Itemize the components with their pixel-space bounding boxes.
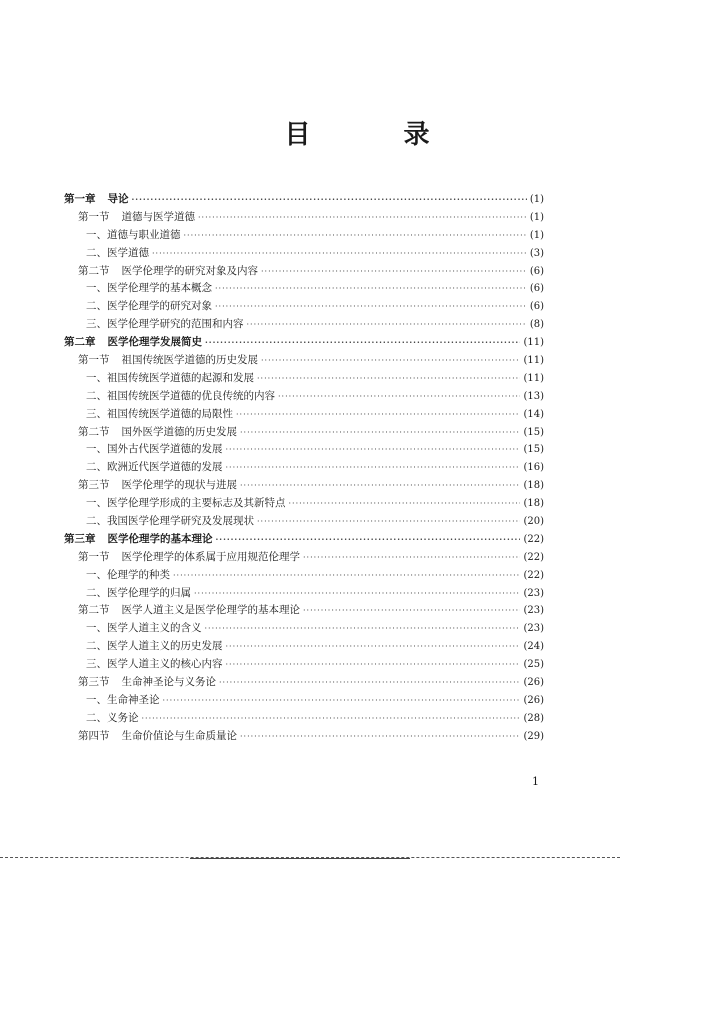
toc-entry [64,585,544,603]
toc-entry-title [78,674,216,692]
toc-entry-title [78,728,237,746]
dot-leader [215,298,527,316]
toc-entry-title [64,191,129,209]
dot-leader [257,370,520,388]
toc-entry-text: 导论 [107,193,129,205]
toc-entry-text: 祖国传统医学道德的历史发展 [121,354,258,367]
toc-entry-page: (6) [529,283,544,295]
toc-entry-text: 二、医学伦理学的研究对象 [86,300,212,313]
toc-entry-title [86,638,223,656]
toc-entry [64,191,544,209]
toc-entry-page: (29) [523,730,544,742]
toc-entry [64,245,544,263]
toc-entry [64,728,544,746]
toc-entry [64,227,544,245]
toc-entry-text: 生命神圣论与义务论 [121,676,216,689]
toc-entry-number: 第一节 [78,550,110,563]
dot-leader [261,263,527,281]
toc-entry-text: 医学人道主义是医学伦理学的基本理论 [121,604,300,617]
toc-entry-text: 二、我国医学伦理学研究及发展现状 [86,515,254,528]
toc-entry-page: (13) [523,390,544,402]
toc-entry-text: 三、医学人道主义的核心内容 [86,658,223,671]
toc-entry-page: (26) [523,677,544,689]
toc-entry-title [86,441,223,459]
toc-entry-title [64,334,202,352]
toc-entry-title [86,280,212,298]
toc-entry [64,388,544,406]
dot-leader [198,209,527,227]
toc-entry-title [86,692,160,710]
toc-entry-text: 医学伦理学的基本理论 [107,532,213,545]
toc-entry-page: (18) [523,498,544,510]
toc-entry-text: 一、医学伦理学的基本概念 [86,282,212,295]
dot-leader [194,585,520,603]
dot-leader [173,567,520,585]
toc-entry-title [86,245,149,263]
toc-entry-page: (24) [523,641,544,653]
dot-leader [236,406,520,424]
toc-entry [64,567,544,585]
toc-entry [64,334,544,352]
toc-entry-text: 二、义务论 [86,711,139,724]
toc-entry-title [78,549,300,567]
toc-entry [64,477,544,495]
toc-entry-page: (20) [523,516,544,528]
dot-leader [184,227,527,245]
toc-entry-text: 道德与医学道德 [121,210,195,223]
dot-leader [257,513,520,531]
toc-entry-title [86,567,170,585]
toc-entry-title [86,495,286,513]
toc-entry [64,531,544,549]
dot-leader [226,459,521,477]
toc-entry [64,692,544,710]
toc-entry [64,298,544,316]
dot-leader [289,495,521,513]
toc-entry-number: 第二节 [78,604,110,617]
toc-entry-text: 三、祖国传统医学道德的局限性 [86,407,233,420]
toc-entry [64,406,544,424]
toc-entry-page: (1) [529,211,544,223]
toc-entry-page: (22) [523,533,544,545]
dot-leader [205,334,520,352]
toc-entry-page: (15) [523,444,544,456]
toc-entry-page: (23) [523,623,544,635]
toc-entry [64,370,544,388]
toc-entry-text: 医学伦理学的研究对象及内容 [121,264,258,277]
toc-entry-title [78,263,258,281]
toc-entry-page: (11) [523,372,544,384]
toc-entry-page: (22) [523,569,544,581]
toc-entry [64,710,544,728]
toc-entry [64,280,544,298]
dot-leader [278,388,520,406]
dot-leader [205,620,521,638]
toc-entry-page: (18) [523,480,544,492]
dot-leader [226,441,521,459]
toc-entry-page: (15) [523,426,544,438]
toc-entry-number: 第三节 [78,676,110,689]
toc-entry-text: 国外医学道德的历史发展 [121,425,237,438]
toc-entry-text: 二、医学人道主义的历史发展 [86,640,223,653]
toc-entry-page: (1) [529,229,544,241]
toc-entry [64,674,544,692]
toc-entry [64,549,544,567]
dot-leader [142,710,521,728]
toc-entry-page: (22) [523,551,544,563]
toc-entry-number: 第一节 [78,210,110,223]
toc-entry-title [86,298,212,316]
toc-entry [64,602,544,620]
dot-leader [247,316,527,334]
toc-entry [64,263,544,281]
toc-entry-text: 一、生命神圣论 [86,693,160,706]
toc-entry-text: 一、医学人道主义的含义 [86,622,202,635]
toc-entry [64,638,544,656]
toc-entry-page: (6) [529,265,544,277]
toc-entry-number: 第四节 [78,729,110,742]
dot-leader [303,602,520,620]
toc-entry-title [86,710,139,728]
toc-entry-number: 第三节 [78,479,110,492]
toc-entry-page: (28) [523,712,544,724]
toc-entry-title [78,602,300,620]
toc-entry-page: (14) [523,408,544,420]
toc-entry-text: 医学伦理学发展简史 [107,336,202,349]
table-of-contents [64,191,544,746]
toc-entry-number: 第一章 [64,193,96,205]
toc-entry-page: (23) [523,605,544,617]
toc-entry [64,424,544,442]
dot-leader [216,531,521,549]
dot-leader [261,352,520,370]
toc-entry [64,620,544,638]
toc-entry-title [86,620,202,638]
toc-entry [64,352,544,370]
toc-entry-page: (11) [523,355,544,367]
toc-entry-page: (26) [523,694,544,706]
toc-entry-page: (11) [523,337,544,349]
toc-entry-text: 医学伦理学的体系属于应用规范伦理学 [121,550,300,563]
toc-entry-text: 三、医学伦理学研究的范围和内容 [86,318,244,331]
toc-entry-title [78,352,258,370]
toc-entry-title [86,656,223,674]
toc-entry-page: (3) [529,247,544,259]
toc-entry-title [86,513,254,531]
toc-entry [64,495,544,513]
toc-entry-number: 第二节 [78,425,110,438]
toc-entry-text: 一、伦理学的种类 [86,568,170,581]
toc-entry [64,316,544,334]
page-number: 1 [532,775,539,788]
toc-entry-text: 生命价值论与生命质量论 [121,729,237,742]
dot-leader [240,728,520,746]
toc-entry-text: 二、医学伦理学的归属 [86,586,191,599]
dot-leader [240,477,520,495]
toc-entry-text: 二、祖国传统医学道德的优良传统的内容 [86,389,275,402]
toc-entry-title [86,585,191,603]
dot-leader [132,191,527,209]
toc-entry-title [86,459,223,477]
toc-entry-page: (25) [523,659,544,671]
toc-entry [64,459,544,477]
toc-entry-page: (8) [529,319,544,331]
toc-entry-text: 一、祖国传统医学道德的起源和发展 [86,371,254,384]
dot-leader [215,280,527,298]
toc-entry-title [86,316,244,334]
toc-entry-title [78,424,237,442]
toc-entry-title [64,531,213,549]
toc-entry-text: 一、国外古代医学道德的发展 [86,443,223,456]
toc-entry [64,209,544,227]
toc-entry-page: (1) [529,194,544,205]
toc-entry-number: 第二章 [64,336,96,349]
toc-entry-title [86,370,254,388]
dot-leader [240,424,520,442]
toc-entry-text: 一、医学伦理学形成的主要标志及其新特点 [86,497,286,510]
toc-entry [64,656,544,674]
toc-entry [64,513,544,531]
scan-edge-line-solid [190,858,410,859]
dot-leader [163,692,521,710]
toc-entry-page: (16) [523,462,544,474]
toc-entry-number: 第三章 [64,532,96,545]
toc-entry-title [86,227,181,245]
dot-leader [303,549,520,567]
toc-entry-title [78,209,195,227]
toc-entry [64,441,544,459]
toc-entry-number: 第二节 [78,264,110,277]
toc-entry-page: (6) [529,301,544,313]
dot-leader [152,245,527,263]
toc-entry-title [86,406,233,424]
toc-entry-title [78,477,237,495]
toc-entry-title [86,388,275,406]
toc-entry-text: 一、道德与职业道德 [86,228,181,241]
dot-leader [226,656,521,674]
dot-leader [226,638,521,656]
toc-entry-text: 二、医学道德 [86,246,149,259]
dot-leader [219,674,520,692]
toc-entry-number: 第一节 [78,354,110,367]
page-title: 目 录 [284,120,472,150]
toc-entry-page: (23) [523,587,544,599]
toc-entry-text: 医学伦理学的现状与进展 [121,479,237,492]
toc-entry-text: 二、欧洲近代医学道德的发展 [86,461,223,474]
